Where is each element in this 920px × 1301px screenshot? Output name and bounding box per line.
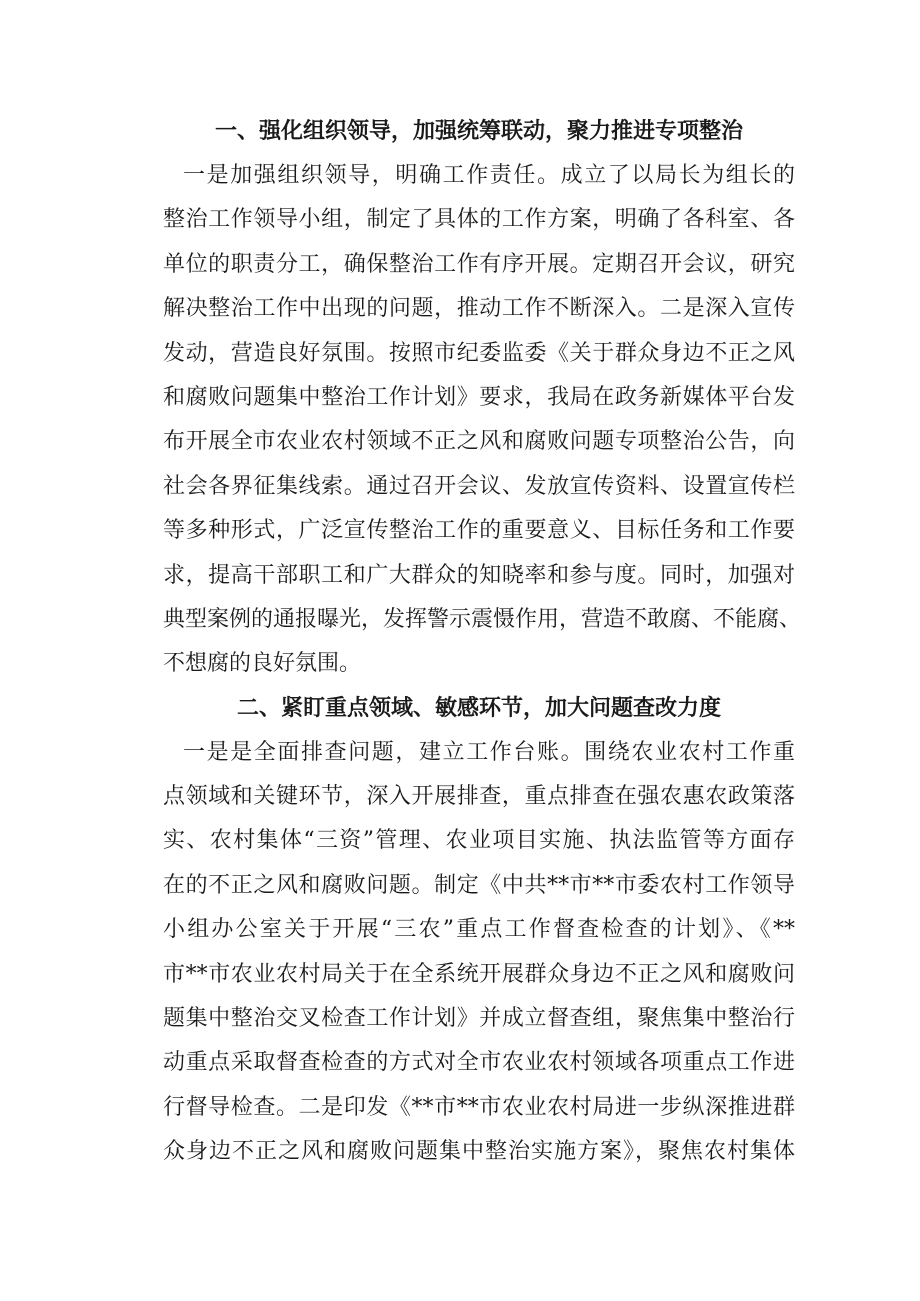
text-line: 等多种形式，广泛宣传整治工作的重要意义、目标任务和工作要 (163, 518, 795, 544)
text-line: 动重点采取督查检查的方式对全市农业农村领域各项重点工作进 (163, 1050, 795, 1076)
document-body (163, 110, 802, 1175)
text-line: 求，提高干部职工和广大群众的知晓率和参与度。同时，加强对 (163, 562, 795, 588)
text-line: 一是加强组织领导，明确工作责任。成立了以局长为组长的 (183, 163, 795, 188)
text-line: 众身边不正之风和腐败问题集中整治实施方案》，聚焦农村集体 (163, 1139, 795, 1165)
section-heading-2: 二、紧盯重点领域、敏感环节，加大问题查改力度 (236, 695, 721, 721)
text-line: 在的不正之风和腐败问题。制定《中共**市**市委农村工作领导 (163, 872, 795, 898)
text-line: 布开展全市农业农村领域不正之风和腐败问题专项整治公告，向 (163, 429, 795, 455)
text-line: 点领域和关键环节，深入开展排查，重点排查在强农惠农政策落 (163, 784, 795, 810)
text-line: 单位的职责分工，确保整治工作有序开展。定期召开会议，研究 (163, 251, 795, 277)
text-line: 不想腐的良好氛围。 (163, 651, 362, 677)
text-line: 和腐败问题集中整治工作计划》要求，我局在政务新媒体平台发 (163, 384, 795, 410)
text-line: 行督导检查。二是印发《**市**市农业农村局进一步纵深推进群 (163, 1094, 795, 1120)
text-line: 市**市农业农村局关于在全系统开展群众身边不正之风和腐败问 (163, 961, 795, 987)
text-line: 一是是全面排查问题，建立工作台账。围绕农业农村工作重 (183, 739, 795, 765)
text-line: 解决整治工作中出现的问题，推动工作不断深入。二是深入宣传 (163, 296, 795, 322)
section-heading-1: 一、强化组织领导，加强统筹联动，聚力推进专项整治 (214, 119, 743, 144)
section-2-paragraph (163, 731, 795, 1175)
text-line: 实、农村集体“三资”管理、农业项目实施、执法监管等方面存 (163, 828, 795, 854)
text-line: 发动，营造良好氛围。按照市纪委监委《关于群众身边不正之风 (163, 340, 795, 366)
text-line: 小组办公室关于开展“三农”重点工作督查检查的计划》、《** (163, 917, 795, 943)
text-line: 题集中整治交叉检查工作计划》并成立督查组，聚焦集中整治行 (163, 1006, 795, 1032)
text-line: 社会各界征集线索。通过召开会议、发放宣传资料、设置宣传栏 (163, 473, 795, 499)
text-line: 典型案例的通报曝光，发挥警示震慑作用，营造不敢腐、不能腐、 (163, 606, 802, 632)
section-1-paragraph (163, 154, 802, 687)
text-line: 整治工作领导小组，制定了具体的工作方案，明确了各科室、各 (163, 207, 795, 233)
